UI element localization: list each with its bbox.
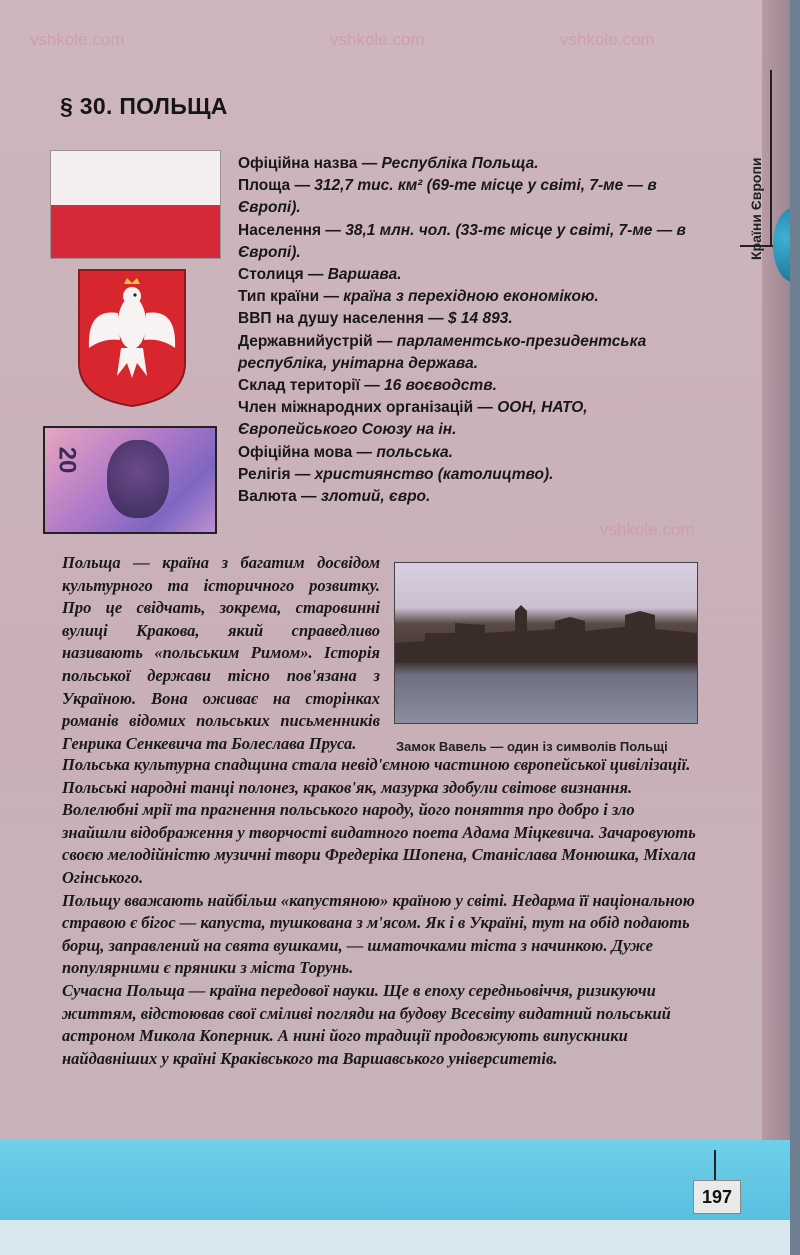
page-number: 197 [693, 1180, 741, 1214]
banknote-denomination: 20 [53, 446, 81, 474]
page-number-line [714, 1150, 716, 1180]
paragraph: Сучасна Польща — країна передової науки. Ще в епоху середньовіччя, ризикуючи життям, відстоював свої сміливі погляди на будову Всесвіту видатний польський астроном Микола Коперник. А нині його традиції продовжують випускники найдавніших у країні Краківського та Варшавського університетів. [62, 980, 671, 1068]
wawel-castle-photo [394, 562, 698, 724]
photo-caption: Замок Вавель — один із символів Польщі [396, 739, 668, 754]
side-tab-label: Країни Європи [748, 157, 764, 260]
footer-strip [0, 1220, 790, 1255]
paragraph: Польська культурна спадщина стала невід'ємною частиною європейської цивілізації. Польські народні танці полонез, краков'як, мазурка здобули світове визнання. Волелюбні мрії та прагнення польського народу, його поняття про добро і зло знайшли відображення у творчості видатного поета Адама Міцкевича. Зачаровують своєю мелодійністю музичні твори Фредеріка Шопена, Станіслава Монюшка, Міхала Огінського. [62, 755, 696, 887]
fact-religion: Релігія — християнство (католицтво). [238, 465, 554, 483]
fact-organizations: Член міжнародних організацій — ООН, НАТО, Європейського Союзу на ін. [238, 399, 588, 439]
fact-government: Державнийустрій — парламентсько-президентська республіка, унітарна держава. [238, 332, 647, 372]
main-text [62, 754, 698, 1070]
fact-area: Площа — 312,7 тис. км² (69-те місце у світі, 7-ме — в Європі). [238, 177, 657, 217]
banknote-image [43, 426, 217, 534]
fact-currency: Валюта — злотий, євро. [238, 488, 431, 506]
paragraph-intro [62, 552, 380, 755]
coat-of-arms-image [77, 268, 187, 408]
paragraph: Польща — країна з багатим досвідом культурного та історичного розвитку. Про це свідчать, зокрема, старовинні вулиці Кракова, який справедливо називають «польським Римом». Історія польської держави тісно пов'язана з Україною. Вона оживає на сторінках романів відомих польських письменників Генрика Сенкевича та Болеслава Пруса. [62, 553, 380, 753]
watermark: vshkole.com [560, 30, 655, 49]
fact-territory: Склад території — 16 воєводств. [238, 377, 497, 395]
fact-country-type: Тип країни — країна з перехідною економікою. [238, 288, 599, 306]
fact-population: Населення — 38,1 млн. чол. (33-тє місце у світі, 7-ме — в Європі). [238, 221, 686, 261]
flag-of-poland-image [50, 150, 221, 259]
fact-language: Офіційна мова — польська. [238, 443, 453, 461]
banknote-portrait [107, 440, 169, 518]
watermark: vshkole.com [30, 30, 125, 49]
section-title: § 30. ПОЛЬЩА [60, 93, 228, 119]
fact-capital: Столиця — Варшава. [238, 266, 402, 284]
paragraph: Польщу вважають найбільш «капустяною» країною у світі. Недарма її національною стравою є бігос — капуста, тушкована з м'ясом. Як і в Україні, тут на обід подають борщ, заправлений на свята вушками, — шматочками тіста з начинкою. Дуже популярними є пряники з міста Торунь. [62, 890, 695, 978]
fact-official-name: Офіційна назва — Республіка Польща. [238, 155, 539, 172]
side-divider [770, 70, 772, 245]
country-facts [238, 153, 698, 508]
watermark: vshkole.com [330, 30, 425, 49]
side-tab [742, 130, 770, 260]
watermark: vshkole.com [600, 520, 695, 539]
fact-gdp: ВВП на душу населення — $ 14 893. [238, 310, 513, 328]
